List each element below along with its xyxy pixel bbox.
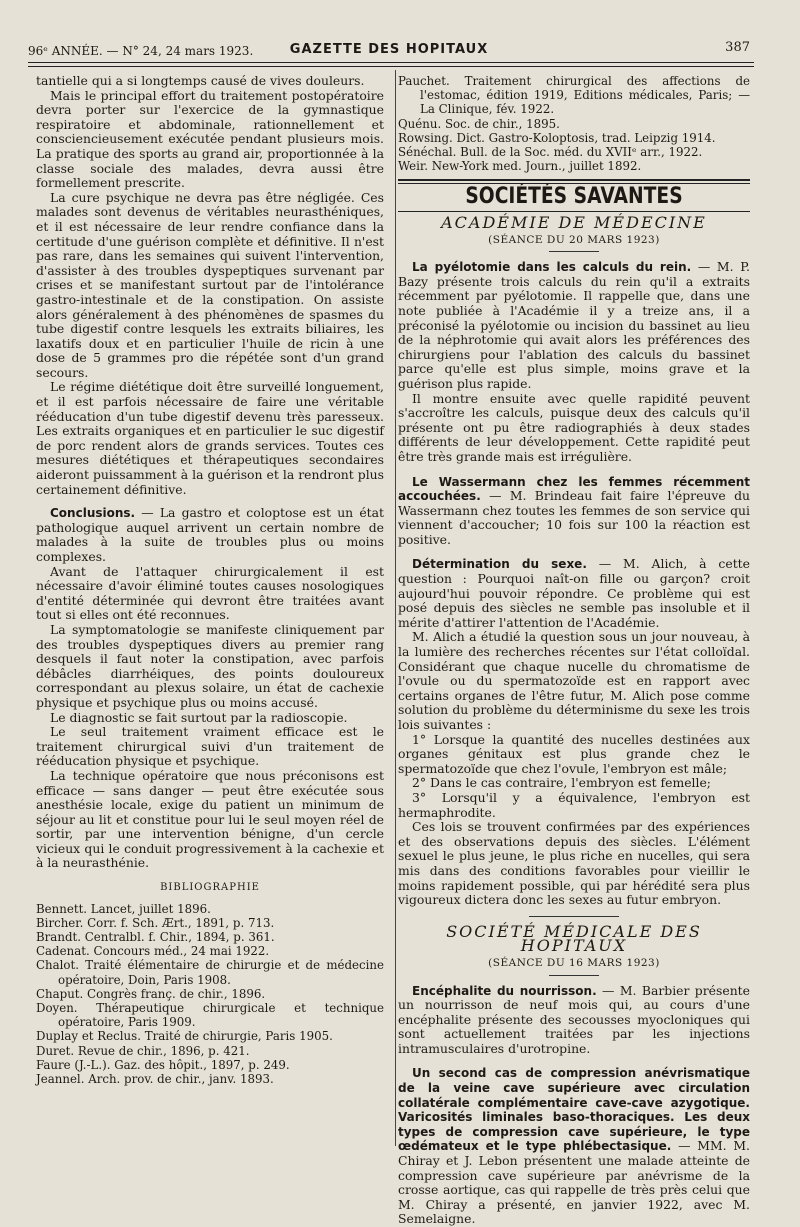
reference-list <box>398 74 750 173</box>
reference-item: Sénéchal. Bull. de la Soc. méd. du XVIIᵉ arr., 1922. <box>398 145 703 160</box>
section-rule <box>398 179 750 181</box>
paragraph: Le seul traitement vraiment efficace est le traitement chirurgical suivi d'un traitement de rééducation physique et psychique. <box>36 724 384 769</box>
issue-info: 96ᵉ ANNÉE. — N° 24, 24 mars 1923. <box>28 44 254 58</box>
paragraph: Ces lois se trouvent confirmées par des expériences et des observations depuis des siècles. L'élément sexuel le plus jeune, le plus riche en nucelles, qui sera mis dans des conditions favorables pour vieillir le moins rapidement possible, qui par hérédité sera plus vigoureux dictera donc les sexes au futur embryon. <box>398 819 750 908</box>
bibliography-item: Brandt. Centralbl. f. Chir., 1894, p. 361. <box>36 930 275 945</box>
paragraph: Le régime diététique doit être surveillé longuement, et il est parfois nécessaire de faire une véritable rééducation d'un tube digestif devenu très paresseux. Les extraits organiques et en particulier le suc digestif de porc rendent alors de grands services. Toutes ces mesures diététiques et thérapeutiques secondaires aideront puissamment à la guérison et la rendront plus certainement définitive. <box>36 379 384 497</box>
law-item: 1° Lorsque la quantité des nucelles destinées aux organes génitaux est plus grande chez le spermatozoïde que chez l'ovule, l'embryon est mâle; <box>398 731 750 776</box>
item-heading: La pyélotomie dans les calculs du rein. <box>412 260 692 275</box>
short-divider <box>529 916 619 917</box>
journal-title: GAZETTE DES HOPITAUX <box>289 42 489 57</box>
bibliography-list <box>36 902 384 1087</box>
item-heading: Le Wassermann chez les femmes récemment accouchées. <box>398 474 750 504</box>
law-item: 2° Dans le cas contraire, l'embryon est femelle; <box>412 775 711 791</box>
academie-title: ACADÉMIE DE MÉDECINE <box>441 213 707 233</box>
reference-item: Rowsing. Dict. Gastro-Koloptosis, trad. Leipzig 1914. <box>398 130 716 145</box>
bibliography-item: Doyen. Thérapeutique chirurgicale et technique opératoire, Paris 1909. <box>36 1001 384 1030</box>
paragraph: Avant de l'attaquer chirurgicalement il est nécessaire d'avoir éliminé toutes causes nosologiques d'entité déterminée qui devront être traitées avant tout si elles ont été reconnues. <box>36 563 384 623</box>
paragraph: La technique opératoire que nous préconisons est efficace — sans danger — peut être exécutée sous anesthésie locale, exige du patient un minimum de séjour au lit et constitue pour lui le seul moyen réel de sortir, par une intervention bénigne, d'un cercle vicieux qui le conduit progressivement à la cachexie et à la neurasthénie. <box>36 767 384 871</box>
item-heading: Un second cas de compression anévrismatique de la veine cave supérieure avec circulation collatérale complémentaire cave-cave azygotique. Varicosités liminales baso-thoraciques. Les deux types de compression cave supérieure, le type œdémateux et le type phlébectasique. <box>398 1066 750 1154</box>
bibliography-item: Bennett. Lancet, juillet 1896. <box>36 901 211 916</box>
header-rule <box>28 62 754 63</box>
section-title: SOCIÉTÉS SAVANTES <box>465 184 683 210</box>
column-divider <box>395 70 396 1146</box>
page-header <box>28 36 750 62</box>
short-divider <box>549 251 599 252</box>
conclusions-paragraph: Conclusions. — La gastro et coloptose est un état pathologique auquel arrivent un certain nombre de malades à la suite de troubles plus ou moins complexes. <box>36 505 384 564</box>
conclusions-heading: Conclusions. <box>50 506 136 521</box>
smh-session: (SÉANCE DU 16 MARS 1923) <box>488 956 660 969</box>
section-rule-thin <box>398 211 750 212</box>
paragraph: La cure psychique ne devra pas être négligée. Ces malades sont devenus de véritables neurasthéniques, et il est nécessaire de leur rendre confiance dans la certitude d'une guérison complète et définitive. Il n'est pas rare, dans les semaines qui suivent l'intervention, d'assister à des troubles dyspeptiques survenant par crises et se manifestant surtout par de l'intolérance gastro-intestinale et de la constipation. On assiste alors généralement à des phénomènes de spasmes du tube digestif contre lesquels les extraits biliaires, les laxatifs doux et en particulier l'huile de ricin à une dose de 5 grammes pro die répétée sont d'un grand secours. <box>36 189 384 380</box>
paragraph: Le diagnostic se fait surtout par la radioscopie. <box>50 709 348 725</box>
paragraph: M. Alich a étudié la question sous un jour nouveau, à la lumière des recherches récentes sur l'état colloïdal. Considérant que chaque nucelle du chromatisme de l'ovule ou du spermatozoïde est en rapport avec certains organes de l'être futur, M. Alich pose comme solution du problème du déterminisme du sexe les trois lois suivantes : <box>398 629 750 733</box>
reference-item: Pauchet. Traitement chirurgical des affections de l'estomac, édition 1919, Editions médicales, Paris; — La Clinique, fév. 1922. <box>398 74 750 117</box>
right-column <box>398 74 750 1227</box>
paragraph: tantielle qui a si longtemps causé de vives douleurs. <box>36 73 365 88</box>
bibliography-item: Chalot. Traité élémentaire de chirurgie et de médecine opératoire, Doin, Paris 1908. <box>36 958 384 987</box>
paragraph: Il montre ensuite avec quelle rapidité peuvent s'accroître les calculs, puisque deux des calculs qu'il présente ont pu être radiographiés à deux stades différents de leur développement. Cette rapidité peut être très grande mais est irrégulière. <box>398 390 750 464</box>
compression-paragraph: Un second cas de compression anévrismatique de la veine cave supérieure avec circulation collatérale complémentaire cave-cave azygotique. Varicosités liminales baso-thoraciques. Les deux types de compression cave supérieure, le type œdémateux et le type phlébectasique. — MM. M. Chiray et J. Lebon présentent une malade atteinte de compression cave supérieure par anévrisme de la crosse aortique, cas qui rappelle de très près celui que M. Chiray a présenté, en janvier 1922, avec M. Semelaigne. <box>398 1066 750 1227</box>
header-rule-thin <box>28 66 754 67</box>
smh-title: SOCIÉTÉ MÉDICALE DES HOPITAUX <box>446 921 702 956</box>
law-item: 3° Lorsqu'il y a équivalence, l'embryon est hermaphrodite. <box>398 789 750 820</box>
item-heading: Encéphalite du nourrisson. <box>412 983 597 998</box>
bibliography-item: Bircher. Corr. f. Sch. Ært., 1891, p. 713. <box>36 915 275 930</box>
paragraph: La symptomatologie se manifeste cliniquement par des troubles dyspeptiques divers au premier rang desquels il faut noter la constipation, avec parfois débâcles diarrhéiques, des points douloureux correspondant au plexus solaire, un état de cachexie physique et psychique plus ou moins accusé. <box>36 621 384 710</box>
reference-item: Weir. New-York med. Journ., juillet 1892. <box>398 159 642 174</box>
encephalite-paragraph: Encéphalite du nourrisson. — M. Barbier présente un nourrisson de neuf mois qui, au cours d'une encéphalite présente des secousses myocloniques qui sont actuellement traitées par les injections intramusculaires d'urotropine. <box>398 982 750 1056</box>
academie-session: (SÉANCE DU 20 MARS 1923) <box>488 233 660 246</box>
bibliography-heading: BIBLIOGRAPHIE <box>160 882 260 894</box>
bibliography-item: Jeannel. Arch. prov. de chir., janv. 1893. <box>36 1072 274 1087</box>
bibliography-item: Duplay et Reclus. Traité de chirurgie, Paris 1905. <box>36 1029 333 1044</box>
sexe-paragraph: Détermination du sexe. — M. Alich, à cette question : Pourquoi naît-on fille ou garçon? croit aujourd'hui pouvoir répondre. Ce problème qui est posé depuis des siècles ne semble pas insoluble et il mérite d'attirer l'attention de l'Académie. <box>398 556 750 630</box>
paragraph: Mais le principal effort du traitement postopératoire devra porter sur l'exercice de la gymnastique respiratoire et abdominale, rationnellement et consciencieusement exécutée pendant plusieurs mois. La pratique des sports au grand air, proportionnée à la classe sociale des malades, devra aussi être formellement prescrite. <box>36 87 384 191</box>
bibliography-item: Chaput. Congrès franç. de chir., 1896. <box>36 986 266 1001</box>
pyelotomie-paragraph: La pyélotomie dans les calculs du rein. — M. P. Bazy présente trois calculs du rein qu'il a extraits récemment par pyélotomie. Il rappelle que, dans une note publiée à l'Académie il y a treize ans, il a préconisé la pyélotomie ou incision du bassinet au lieu de la néphrotomie qui avait alors les préférences des chirurgiens pour l'ablation des calculs du bassinet parce qu'elle est plus simple, moins grave et la guérison plus rapide. <box>398 259 750 391</box>
reference-item: Quénu. Soc. de chir., 1895. <box>398 116 560 131</box>
page-number: 387 <box>725 40 750 55</box>
bibliography-item: Duret. Revue de chir., 1896, p. 421. <box>36 1043 250 1058</box>
bibliography-item: Cadenat. Concours méd., 24 mai 1922. <box>36 944 270 959</box>
item-heading: Détermination du sexe. <box>412 557 587 572</box>
wassermann-paragraph: Le Wassermann chez les femmes récemment accouchées. — M. Brindeau fait faire l'épreuve du Wassermann chez toutes les femmes de son service qui viennent d'accoucher; 10 fois sur 100 la réaction est positive. <box>398 474 750 547</box>
short-divider <box>549 975 599 976</box>
left-column <box>36 74 384 1086</box>
bibliography-item: Faure (J.-L.). Gaz. des hôpit., 1897, p. 249. <box>36 1057 290 1072</box>
